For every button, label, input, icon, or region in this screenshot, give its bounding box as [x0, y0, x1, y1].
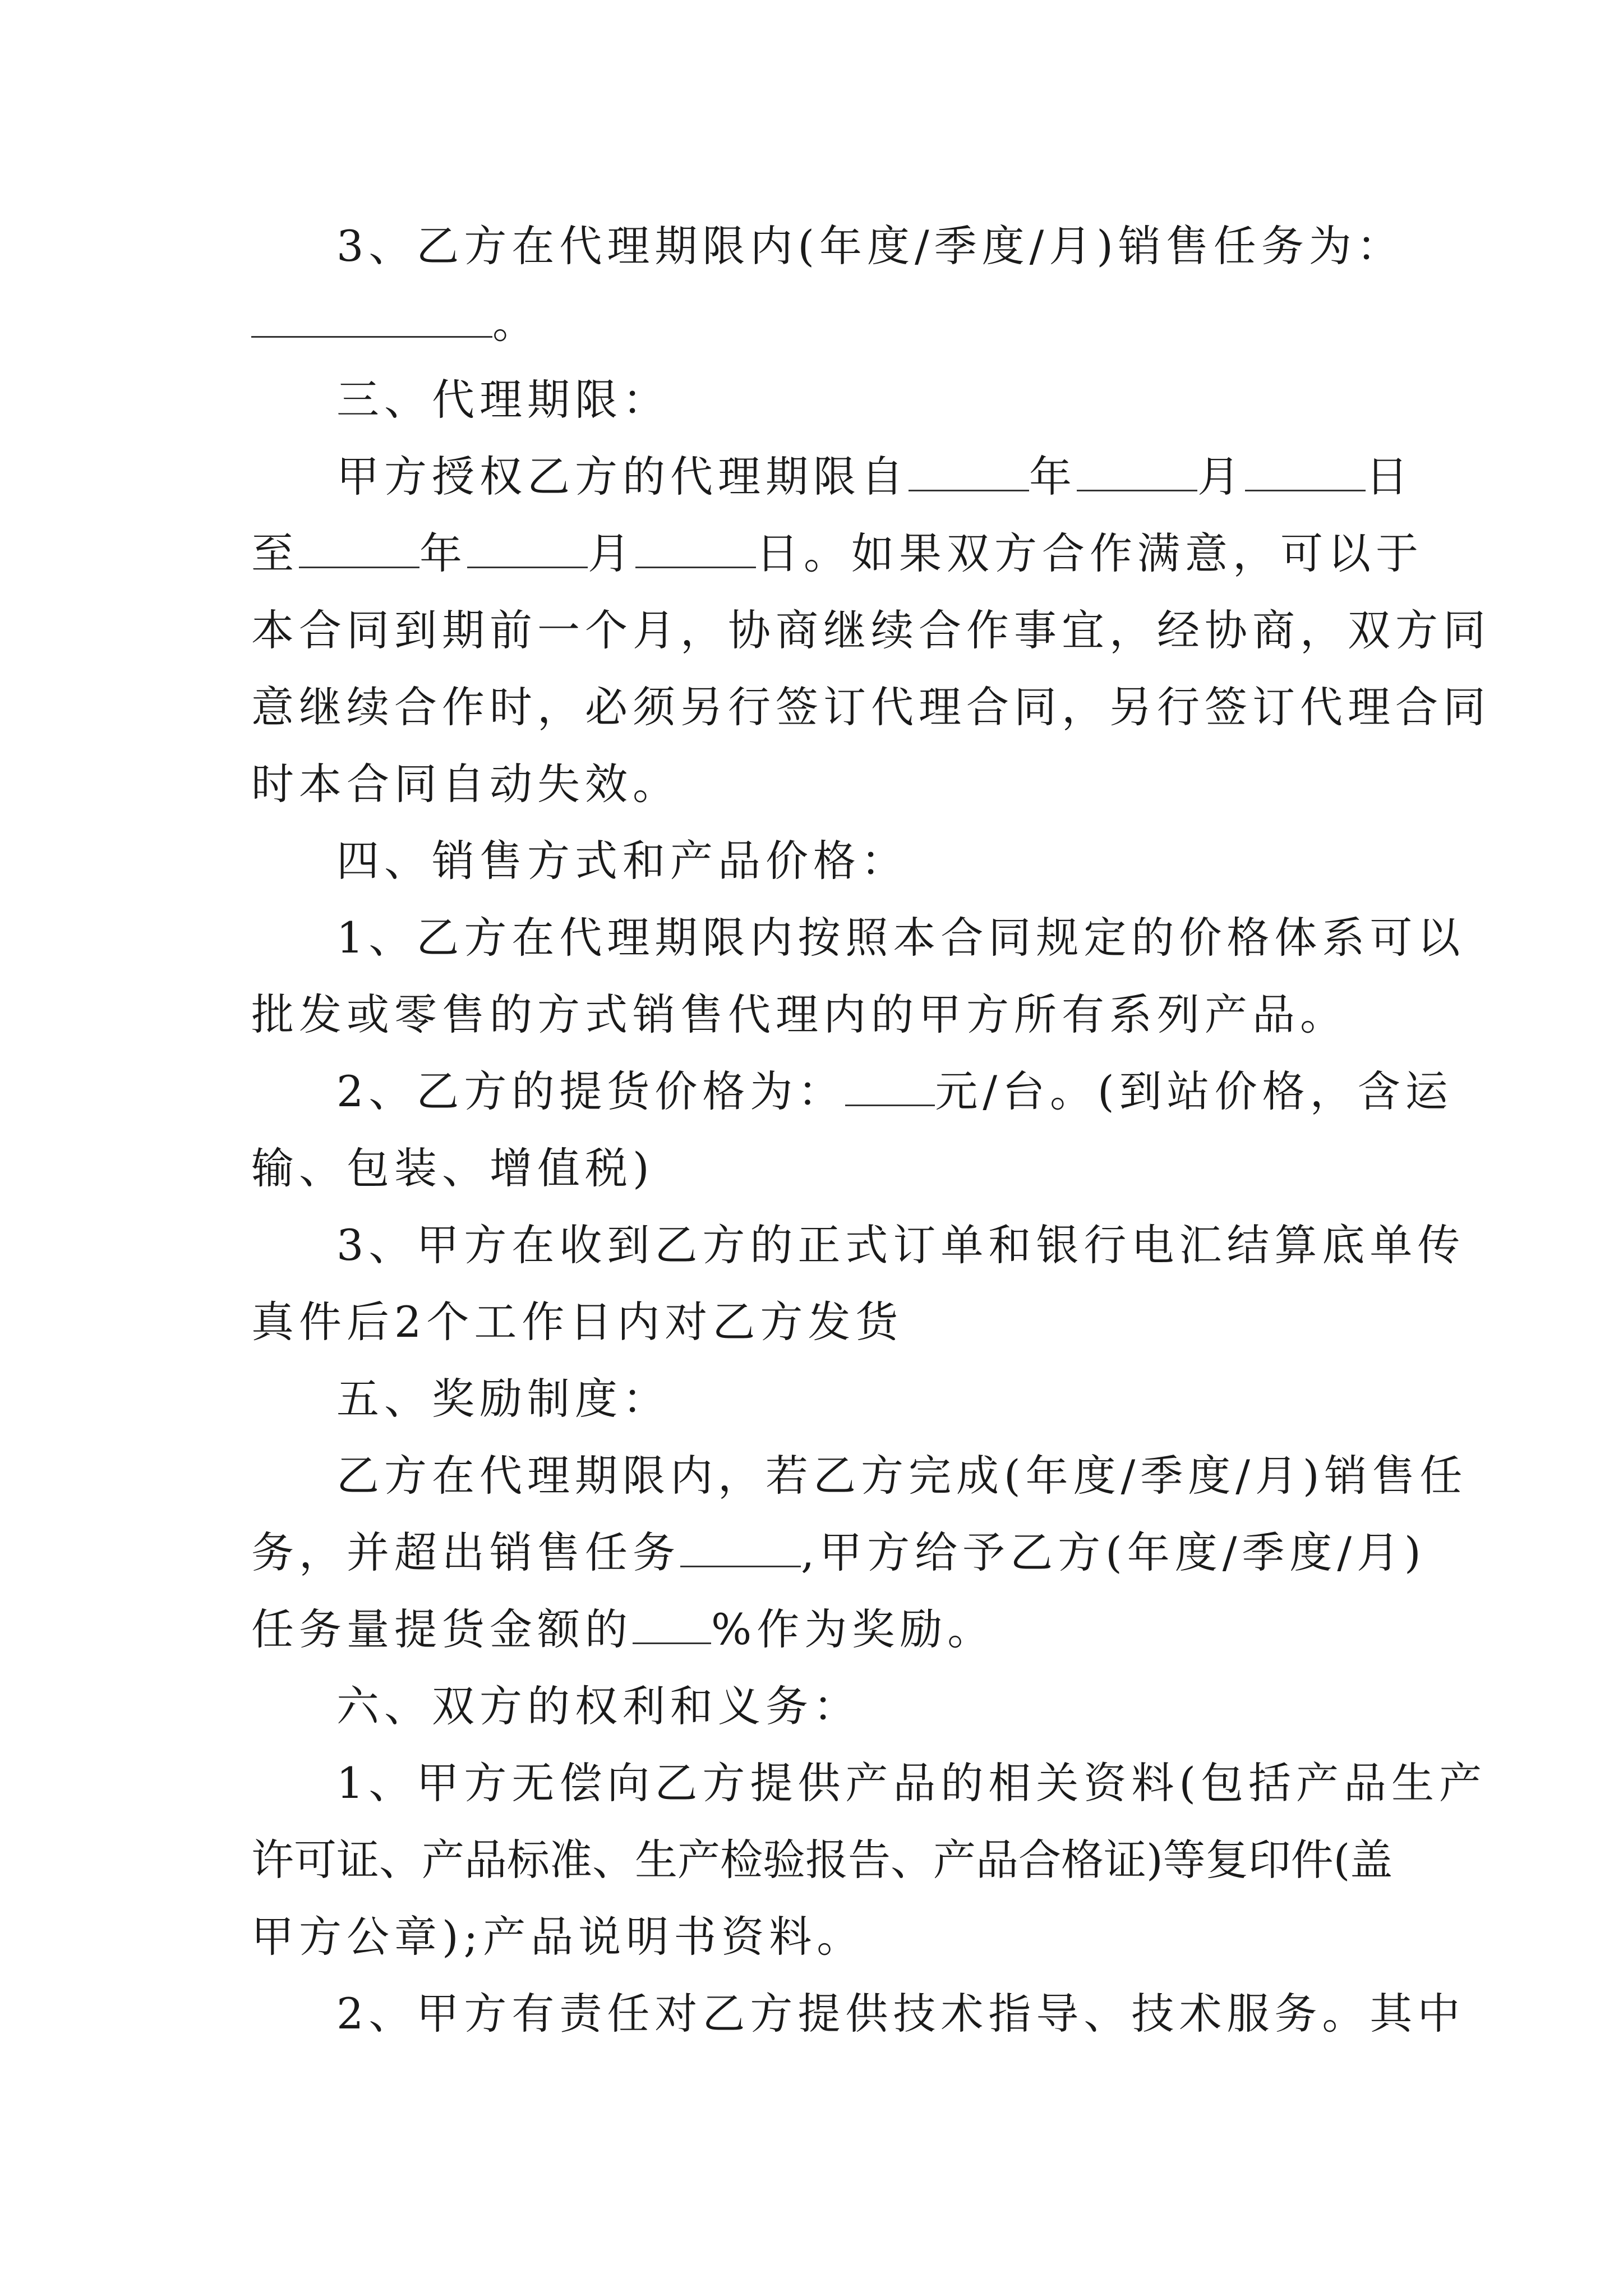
text: 许可证、产品标准、生产检验报告、产品合格证)等复印件(盖: [251, 1835, 1393, 1885]
text: 月: [1197, 452, 1245, 501]
paragraph-line: [251, 1283, 1390, 1360]
text: 至: [251, 528, 299, 578]
section-heading: [251, 1668, 1390, 1745]
text: 甲方授权乙方的代理期限自: [336, 452, 909, 501]
text: 输、包装、增值税): [251, 1143, 654, 1193]
paragraph-line: [251, 438, 1413, 515]
fill-in-blank[interactable]: [251, 300, 492, 338]
section-heading: [251, 822, 1390, 899]
text: 1、乙方在代理期限内按照本合同规定的价格体系可以: [336, 913, 1465, 963]
text: 年: [1029, 452, 1077, 501]
text: 元/台。(到站价格，含运: [935, 1066, 1453, 1116]
text: 日。如果双方合作满意，可以于: [756, 528, 1423, 578]
text: 六、双方的权利和义务：: [336, 1681, 861, 1731]
text: 。: [492, 298, 540, 348]
fill-in-blank[interactable]: [635, 531, 756, 568]
fill-in-blank[interactable]: [299, 531, 419, 568]
fill-in-blank[interactable]: [845, 1069, 935, 1106]
text: 甲方公章);产品说明书资料。: [251, 1912, 865, 1962]
paragraph-line: [251, 1745, 1487, 1821]
paragraph-line: [251, 592, 1491, 669]
paragraph-line: [251, 1591, 1390, 1668]
text: 五、奖励制度：: [336, 1374, 670, 1424]
paragraph-line: [251, 1975, 1465, 2052]
paragraph-line: [251, 208, 1404, 284]
section-heading: [251, 1360, 1390, 1437]
fill-in-blank[interactable]: [909, 454, 1029, 491]
section-heading: [251, 361, 1390, 438]
text: 三、代理期限：: [336, 375, 670, 425]
text: 四、销售方式和产品价格：: [336, 836, 909, 886]
document-page: [251, 208, 1491, 2052]
text: 3、甲方在收到乙方的正式订单和银行电汇结算底单传: [336, 1220, 1465, 1270]
fill-in-blank[interactable]: [1245, 454, 1366, 491]
text: 2、甲方有责任对乙方提供技术指导、技术服务。其中: [336, 1989, 1465, 2039]
paragraph-line: [251, 1437, 1468, 1514]
paragraph-line: [251, 899, 1465, 976]
text: 真件后2个工作日内对乙方发货: [251, 1297, 903, 1347]
text: 本合同到期前一个月，协商继续合作事宜，经协商，双方同: [251, 605, 1491, 655]
text: 任务量提货金额的: [251, 1604, 633, 1654]
paragraph-line: [251, 1130, 1390, 1207]
text: 日: [1366, 452, 1413, 501]
paragraph-line: [251, 976, 1390, 1053]
text: 乙方在代理期限内，若乙方完成(年度/季度/月)销售任: [336, 1451, 1468, 1501]
text: 务，并超出销售任务: [251, 1527, 680, 1577]
text: 3、乙方在代理期限内(年度/季度/月)销售任务为：: [336, 221, 1404, 271]
fill-in-blank[interactable]: [467, 531, 588, 568]
text: 月: [588, 528, 635, 578]
text: ,甲方给予乙方(年度/季度/月): [801, 1527, 1426, 1577]
fill-in-blank[interactable]: [633, 1607, 711, 1644]
paragraph-line: [251, 515, 1423, 592]
paragraph-line: [251, 746, 1390, 822]
text: 2、乙方的提货价格为：: [336, 1066, 846, 1116]
fill-in-blank[interactable]: [680, 1530, 801, 1567]
paragraph-line: [251, 1821, 1393, 1898]
fill-in-blank[interactable]: [1077, 454, 1197, 491]
text: 意继续合作时，必须另行签订代理合同，另行签订代理合同: [251, 682, 1491, 732]
paragraph-line: [251, 669, 1491, 746]
text: %作为奖励。: [711, 1604, 995, 1654]
paragraph-line: [251, 1053, 1453, 1130]
text: 批发或零售的方式销售代理内的甲方所有系列产品。: [251, 990, 1348, 1039]
paragraph-line: [251, 284, 1390, 361]
paragraph-line: [251, 1898, 1390, 1975]
text: 时本合同自动失效。: [251, 759, 680, 809]
text: 1、甲方无偿向乙方提供产品的相关资料(包括产品生产: [336, 1758, 1487, 1808]
text: 年: [419, 528, 467, 578]
paragraph-line: [251, 1207, 1465, 1283]
paragraph-line: [251, 1514, 1426, 1591]
